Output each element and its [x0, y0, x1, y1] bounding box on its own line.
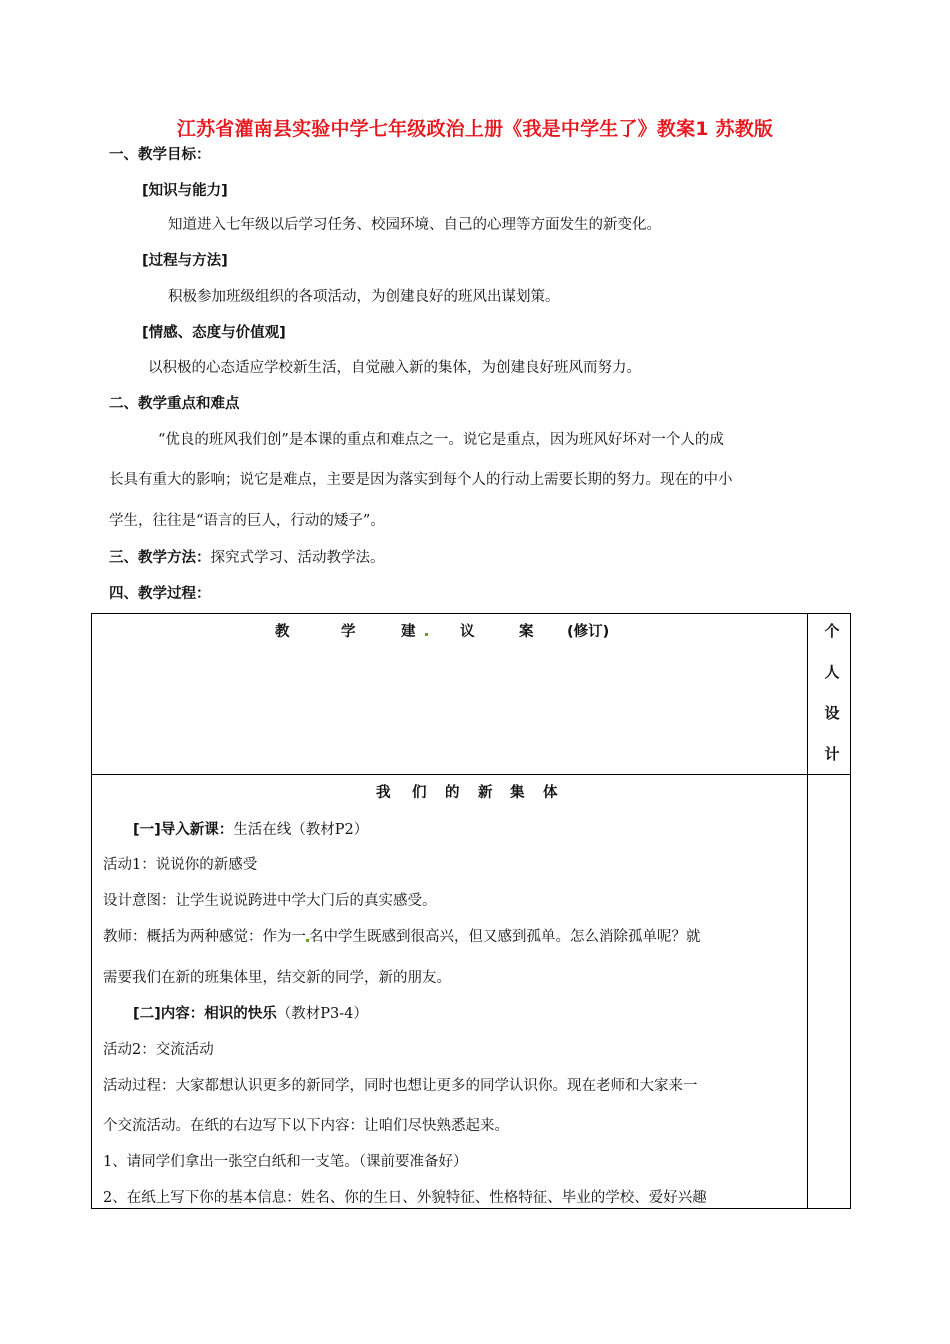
- step-2: 2、在纸上写下你的基本信息：姓名、你的生日、外貌特征、性格特征、毕业的学校、爱好兴趣: [103, 1190, 707, 1206]
- knowledge-text: 知道进入七年级以后学习任务、校园环境、自己的心理等方面发生的新变化。: [168, 217, 661, 233]
- unit-char-6: 体: [543, 785, 558, 801]
- keypoint-line-1: “优良的班风我们创”是本课的重点和难点之一。说它是重点，因为班风好坏对一个人的成: [158, 432, 724, 448]
- content-line: [133, 1002, 368, 1023]
- teacher-line-1: [103, 925, 701, 946]
- side-char-4: 计: [824, 745, 840, 763]
- process-line-2: 个交流活动。在纸的右边写下以下内容：让咱们尽快熟悉起来。: [103, 1118, 509, 1134]
- section-2-heading: 二、教学重点和难点: [109, 396, 240, 412]
- section-3: [109, 546, 385, 567]
- teacher-line-2: 需要我们在新的班集体里，结交新的同学，新的朋友。: [103, 970, 451, 986]
- design-intent: 设计意图：让学生说说跨进中学大门后的真实感受。: [103, 893, 437, 909]
- process-text: 积极参加班级组织的各项活动，为创建良好的班风出谋划策。: [168, 289, 560, 305]
- side-char-2: 人: [824, 663, 840, 681]
- activity-1: 活动1：说说你的新感受: [103, 857, 258, 873]
- side-char-3: 设: [824, 704, 840, 722]
- header-char-5: 案: [519, 624, 534, 640]
- header-char-2: 学: [341, 624, 356, 640]
- unit-char-5: 集: [510, 785, 525, 801]
- intro-text: 生活在线（教材P2）: [233, 822, 369, 838]
- step-1: 1、请同学们拿出一张空白纸和一支笔。（课前要准备好）: [103, 1154, 468, 1170]
- activity-2: 活动2：交流活动: [103, 1042, 214, 1058]
- dot-mark: [425, 633, 428, 636]
- emotion-text: 以积极的心态适应学校新生活，自觉融入新的集体，为创建良好班风而努力。: [148, 360, 641, 376]
- unit-char-2: 们: [412, 785, 427, 801]
- section-3-text: 探究式学习、活动教学法。: [210, 550, 385, 566]
- process-line-1: 活动过程：大家都想认识更多的新同学，同时也想让更多的同学认识你。现在老师和大家来一: [103, 1078, 698, 1094]
- teacher-line-1-b: 名中学生既感到很高兴，但又感到孤单。怎么消除孤单呢？就: [309, 929, 701, 945]
- process-label: [过程与方法]: [142, 253, 228, 269]
- unit-char-4: 新: [478, 785, 493, 801]
- header-char-4: 议: [460, 624, 475, 640]
- section-4-heading: 四、教学过程：: [109, 586, 211, 602]
- unit-char-1: 我: [376, 785, 391, 801]
- unit-char-3: 的: [445, 785, 460, 801]
- keypoint-line-2: 长具有重大的影响；说它是难点，主要是因为落实到每个人的行动上需要长期的努力。现在的中小: [109, 472, 733, 488]
- intro-label: [一]导入新课：: [133, 822, 234, 838]
- header-char-1: 教: [275, 624, 290, 640]
- page-title: 江苏省灌南县实验中学七年级政治上册《我是中学生了》教案1 苏教版: [176, 118, 774, 140]
- section-3-heading: 三、教学方法：: [109, 550, 211, 566]
- content-label: [二]内容：相识的快乐: [133, 1006, 277, 1022]
- side-char-1: 个: [824, 622, 840, 640]
- teacher-line-1-a: 教师：概括为两种感觉：作为一: [103, 929, 306, 945]
- content-text: （教材P3-4）: [276, 1006, 368, 1022]
- knowledge-label: [知识与能力]: [142, 183, 228, 199]
- keypoint-line-3: 学生，往往是“语言的巨人，行动的矮子”。: [109, 513, 385, 529]
- header-char-3: 建: [401, 624, 416, 640]
- emotion-label: [情感、态度与价值观]: [142, 325, 286, 341]
- header-suffix: (修订): [567, 624, 610, 640]
- section-1-heading: 一、教学目标：: [109, 147, 211, 163]
- intro-line: [133, 818, 368, 839]
